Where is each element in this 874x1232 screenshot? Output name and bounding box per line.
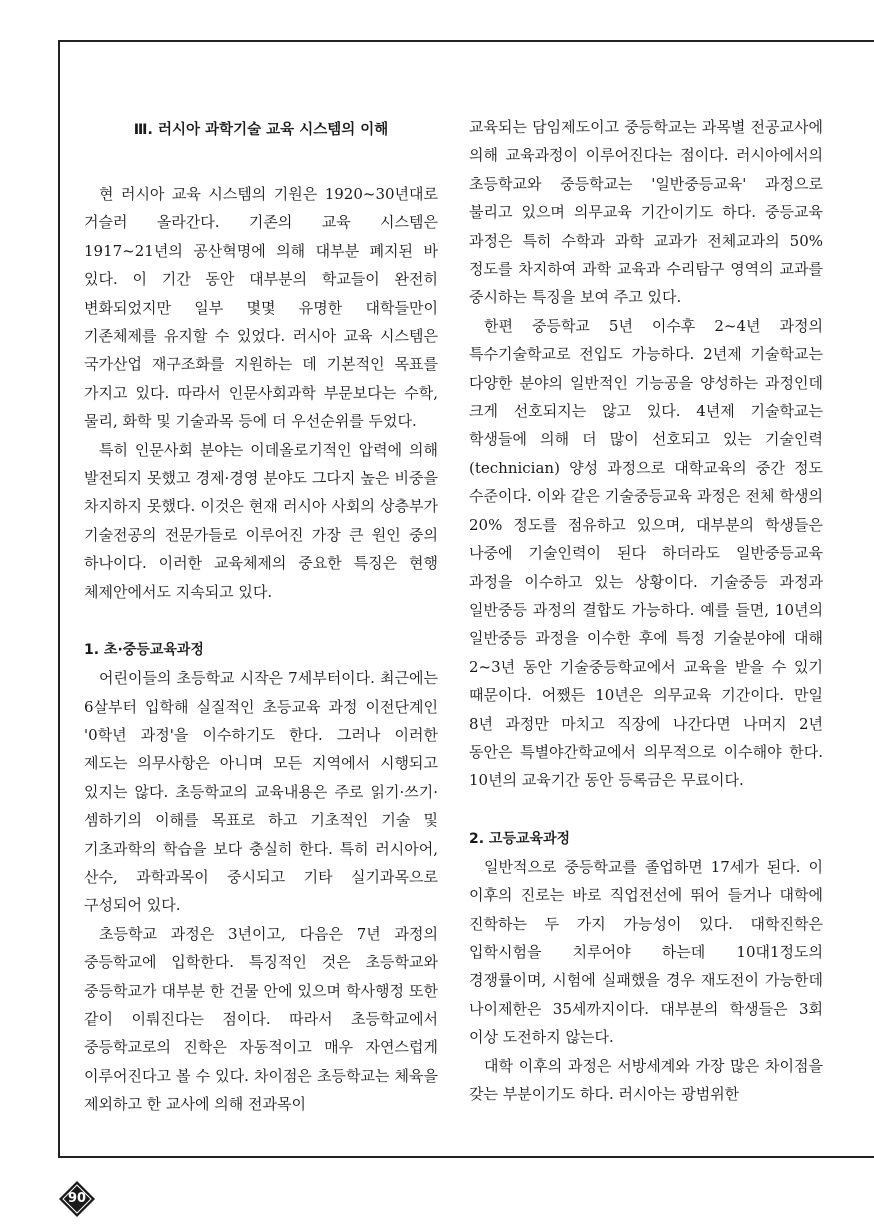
page-number: 90 <box>67 1191 87 1206</box>
paragraph: 대학 이후의 과정은 서방세계와 가장 많은 차이점을 갖는 부분이기도 하다. 러시아는 광범위한 <box>469 1056 823 1103</box>
left-column <box>84 110 438 1119</box>
page-number-badge <box>58 1180 96 1218</box>
paragraph: 일반적으로 중등학교를 졸업하면 17세가 된다. 이 이후의 진로는 바로 직업전선에 뛰어 들거나 대학에 진학하는 두 가지 가능성이 있다. 대학진학은 입학시험을 치루어야 하는데 10대1정도의 경쟁률이며, 시험에 실패했을 경우 재도전이 가능한데 나이제한은 35세까지이다. 대부분의 학생들은 3회 이상 도전하지 않는다. <box>469 857 823 1047</box>
paragraph: 교육되는 담임제도이고 중등학교는 과목별 전공교사에 의해 교육과정이 이루어진다는 점이다. 러시아에서의 초등학교와 중등학교는 '일반중등교육' 과정으로 불리고 있으며 의무교육 기간이기도 하다. 중등교육 과정은 특히 수학과 과학 교과가 전체교과의 50% 정도를 차지하여 과학 교육과 수리탐구 영역의 교과를 중시하는 특징을 보여 주고 있다. <box>469 118 823 307</box>
bottom-rule <box>58 1156 874 1158</box>
right-column <box>469 113 823 1108</box>
section-title: Ⅲ. 러시아 과학기술 교육 시스템의 이해 <box>133 122 389 138</box>
spacer <box>84 606 438 636</box>
paragraph: 현 러시아 교육 시스템의 기원은 1920~30년대로 거슬러 올라간다. 기존의 교육 시스템은 1917~21년의 공산혁명에 의해 대부분 폐지된 바 있다. 이 기간 동안 대부분의 학교들이 완전히 변화되었지만 일부 몇몇 유명한 대학들만이 기존체제를 유지할 수 있었다. 러시아 교육 시스템은 국가산업 재구조화를 지원하는 데 기본적인 목표를 가지고 있다. 따라서 인문사회과학 부문보다는 수학, 물리, 화학 및 기술과목 등에 더 우선순위를 두었다. <box>84 185 438 431</box>
subsection-title-1: 1. 초·중등교육과정 <box>84 642 204 659</box>
subsection-title-2: 2. 고등교육과정 <box>469 830 571 847</box>
spacer <box>469 795 823 825</box>
left-rule <box>58 40 60 1156</box>
top-rule <box>58 40 874 42</box>
paragraph: 어린이들의 초등학교 시작은 7세부터이다. 최근에는 6살부터 입학해 실질적인 초등교육 과정 이전단계인 '0학년 과정'을 이수하기도 한다. 그러나 이러한 제도는 의무사항은 아니며 모든 지역에서 시행되고 있지는 않다. 초등학교의 교육내용은 주로 읽기·쓰기·셈하기의 이해를 목표로 하고 기초적인 기술 및 기초과학의 학습을 보다 충실히 한다. 특히 러시아어, 산수, 과학과목이 중시되고 기타 실기과목으로 구성되어 있다. <box>84 669 438 915</box>
paragraph: 한편 중등학교 5년 이수후 2~4년 과정의 특수기술학교로 전입도 가능하다. 2년제 기술학교는 다양한 분야의 일반적인 기능공을 양성하는 과정인데 크게 선호되지는 않고 있다. 4년제 기술학교는 학생들에 의해 더 많이 선호되고 있는 기술인력(technician) 양성 과정으로 대학교육의 중간 정도 수준이다. 이와 같은 기술중등교육 과정은 전체 학생의 20% 정도를 점유하고 있으며, 대부분의 학생들은 나중에 기술인력이 된다 하더라도 일반중등교육 과정을 이수하고 있는 상황이다. 기술중등 과정과 일반중등 과정의 결합도 가능하다. 예를 들면, 10년의 일반중등 과정을 이수한 후에 특정 기술분야에 대해 2~3년 동안 기술중등학교에서 교육을 받을 수 있기 때문이다. 어쨌든 10년은 의무교육 기간이다. 만일 8년 과정만 마치고 직장에 나간다면 나머지 2년 동안은 특별야간학교에서 의무적으로 이수해야 한다. 10년의 교육기간 동안 등록금은 무료이다. <box>469 316 823 790</box>
paragraph: 초등학교 과정은 3년이고, 다음은 7년 과정의 중등학교에 입학한다. 특징적인 것은 초등학교와 중등학교가 대부분 한 건물 안에 있으며 학사행정 또한 같이 이뤄진다는 점이다. 따라서 초등학교에서 중등학교로의 진학은 자동적이고 매우 자연스럽게 이루어진다고 볼 수 있다. 차이점은 초등학교는 체육을 제외하고 한 교사에 의해 전과목이 <box>84 924 438 1114</box>
paragraph: 특히 인문사회 분야는 이데올로기적인 압력에 의해 발전되지 못했고 경제·경영 분야도 그다지 높은 비중을 차지하지 못했다. 이것은 현재 러시아 사회의 상층부가 기술전공의 전문가들로 이루어진 가장 큰 원인 중의 하나이다. 이러한 교육체제의 중요한 특징은 현행 체제안에서도 지속되고 있다. <box>84 440 438 601</box>
